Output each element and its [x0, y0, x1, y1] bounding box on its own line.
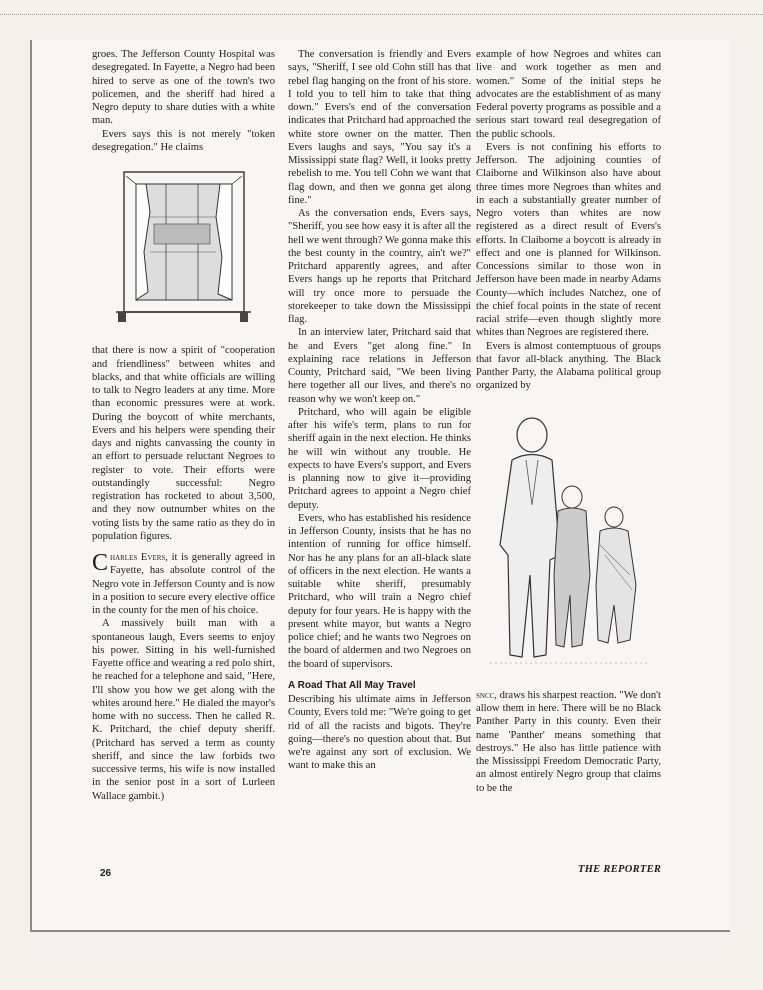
column-1 [92, 48, 275, 803]
storefront-illustration [106, 162, 256, 332]
paragraph: A massively built man with a spontaneous laugh, Evers seems to enjoy his power. Sitting in his well-furnished Fayette office and wearing a red polo shirt, he reached for a telephone and said, "Here, I'll show you how we get along with the whites around here." He dialed the mayor's home with no success. Then he called R. K. Pritchard, the chief deputy sheriff. (Pritchard has served a term as county sheriff, and since the law forbids two successive terms, his wife is now installed in the senior post in a sort of Lurleen Wallace gambit.) [92, 618, 275, 802]
column-2 [288, 48, 471, 773]
drop-cap: C [92, 550, 109, 576]
paragraph-text: , draws his sharpest reaction. "We don't allow them in here. There will be no Black Panther Party in this county. Even their name 'Panther' means something that destroys." He also has little patience with the Mississippi Freedom Democratic Party, an almost entirely Negro group that claims to be the [476, 689, 661, 794]
paragraph: Evers is not confining his efforts to Jefferson. The adjoining counties of Claiborne and Wilkinson also have about three times more Negroes than whites and in each a substantially greater number of Negro voters than whites are now registered as a direct result of Evers's efforts. In Claiborne a boycott is already in effect and one is planned for Wilkinson. Concessions similar to those won in Jefferson have been made in nearby Adams County—which includes Natchez, one of the chief focal points in the state of recent racial strife—even though slightly more whites than Negroes are registered there. [476, 141, 661, 339]
paragraph: In an interview later, Pritchard said that he and Evers "get along fine." In explaining race relations in Jefferson County, Pritchard said, "We been living here together all our lives, and there's no reason why we won't keep on." [288, 327, 471, 405]
paragraph: Describing his ultimate aims in Jefferson County, Evers told me: "We're going to get rid of all the racists and bigots. They're going—there's no question about that. But we're against any sort of exclusion. We want to make this an [288, 694, 471, 772]
paragraph: Evers is almost contemptuous of groups that favor all-black anything. The Black Panther Party, the Alabama political group organized by [476, 340, 661, 392]
paragraph: Evers says this is not merely "token desegregation." He claims [92, 128, 275, 153]
paragraph: groes. The Jefferson County Hospital was desegregated. In Fayette, a Negro had been hired to serve as one of the town's two policemen, and the sheriff had hired a Negro deputy to share duties with a white man. [92, 49, 275, 127]
running-head: THE REPORTER [578, 864, 662, 875]
paragraph: that there is now a spirit of "cooperation and friendliness" between whites and blacks, and that white officials are willing to talk to Negro leaders at any time. More than economic pressures were at work. During the boycott of white merchants, Evers and his helpers were spending their days and nights canvassing the county in an effort to persuade reluctant Negroes to register to vote. Their efforts were outstandingly successful: Negro registration has rocketed to about 3,500, and they now outnumber whites on the voting lists by the same ratio as they do in population figures. [92, 345, 275, 542]
paragraph: The conversation is friendly and Evers says, "Sheriff, I see old Cohn still has that rebel flag hanging on the front of his store. I told you to tell him to take that thing down." Evers's end of the conversation indicates that Pritchard had approached the white store owner on the matter. Then Evers laughs and says, "You say it's a Mississippi state flag? Well, it looks pretty rebelish to me. You tell Cohn we want that flag down, and then we gonna get along fine." [288, 49, 471, 206]
small-caps-name: harles Evers [110, 552, 166, 563]
paragraph: Pritchard, who will again be eligible after his wife's term, plans to run for sheriff again in the next election. He thinks he will win without any trouble. He expects to have Evers's support, and Evers is planning now to give it—providing Pritchard agrees to appoint a Negro chief deputy. [288, 406, 471, 511]
paragraph [476, 689, 661, 795]
three-men-illustration [480, 405, 655, 675]
paragraph: Evers, who has established his residence in Jefferson County, insists that he has no intention of running for office himself. Nor has he any plans for an all-black slate of officers in the next election. He wants a suitable white sheriff, presumably Pritchard, who will train a Negro chief deputy for four years. He is happy with the present white mayor, but wants a Negro police chief; and he wants two Negroes on the board of aldermen and two Negroes on the board of supervisors. [288, 512, 471, 670]
small-caps-name: sncc [476, 689, 495, 701]
paragraph: As the conversation ends, Evers says, "Sheriff, you see how easy it is after all the hell we went through? We gonna make this the best county in the country, ain't we?" Pritchard apparently agrees, and after Evers hangs up he reports that Pritchard will try once more to persuade the storekeeper to take down the Mississippi flag. [288, 208, 471, 325]
subhead: A Road That All May Travel [288, 679, 416, 691]
column-3 [476, 48, 661, 795]
paragraph: example of how Negroes and whites can live and work together as men and women." Some of the initial steps he advocates are the establishment of as many Federal poverty programs as possible and a serious start toward real desegregation of the public schools. [476, 49, 661, 140]
paragraph [92, 551, 275, 617]
page-number: 26 [100, 868, 112, 879]
page-top-edge [0, 0, 763, 15]
paragraph-text: , it is generally agreed in Fayette, has absolute control of the Negro vote in Jefferson County and is now in a position to secure every elective office in the county for the men of his choice. [92, 552, 275, 616]
